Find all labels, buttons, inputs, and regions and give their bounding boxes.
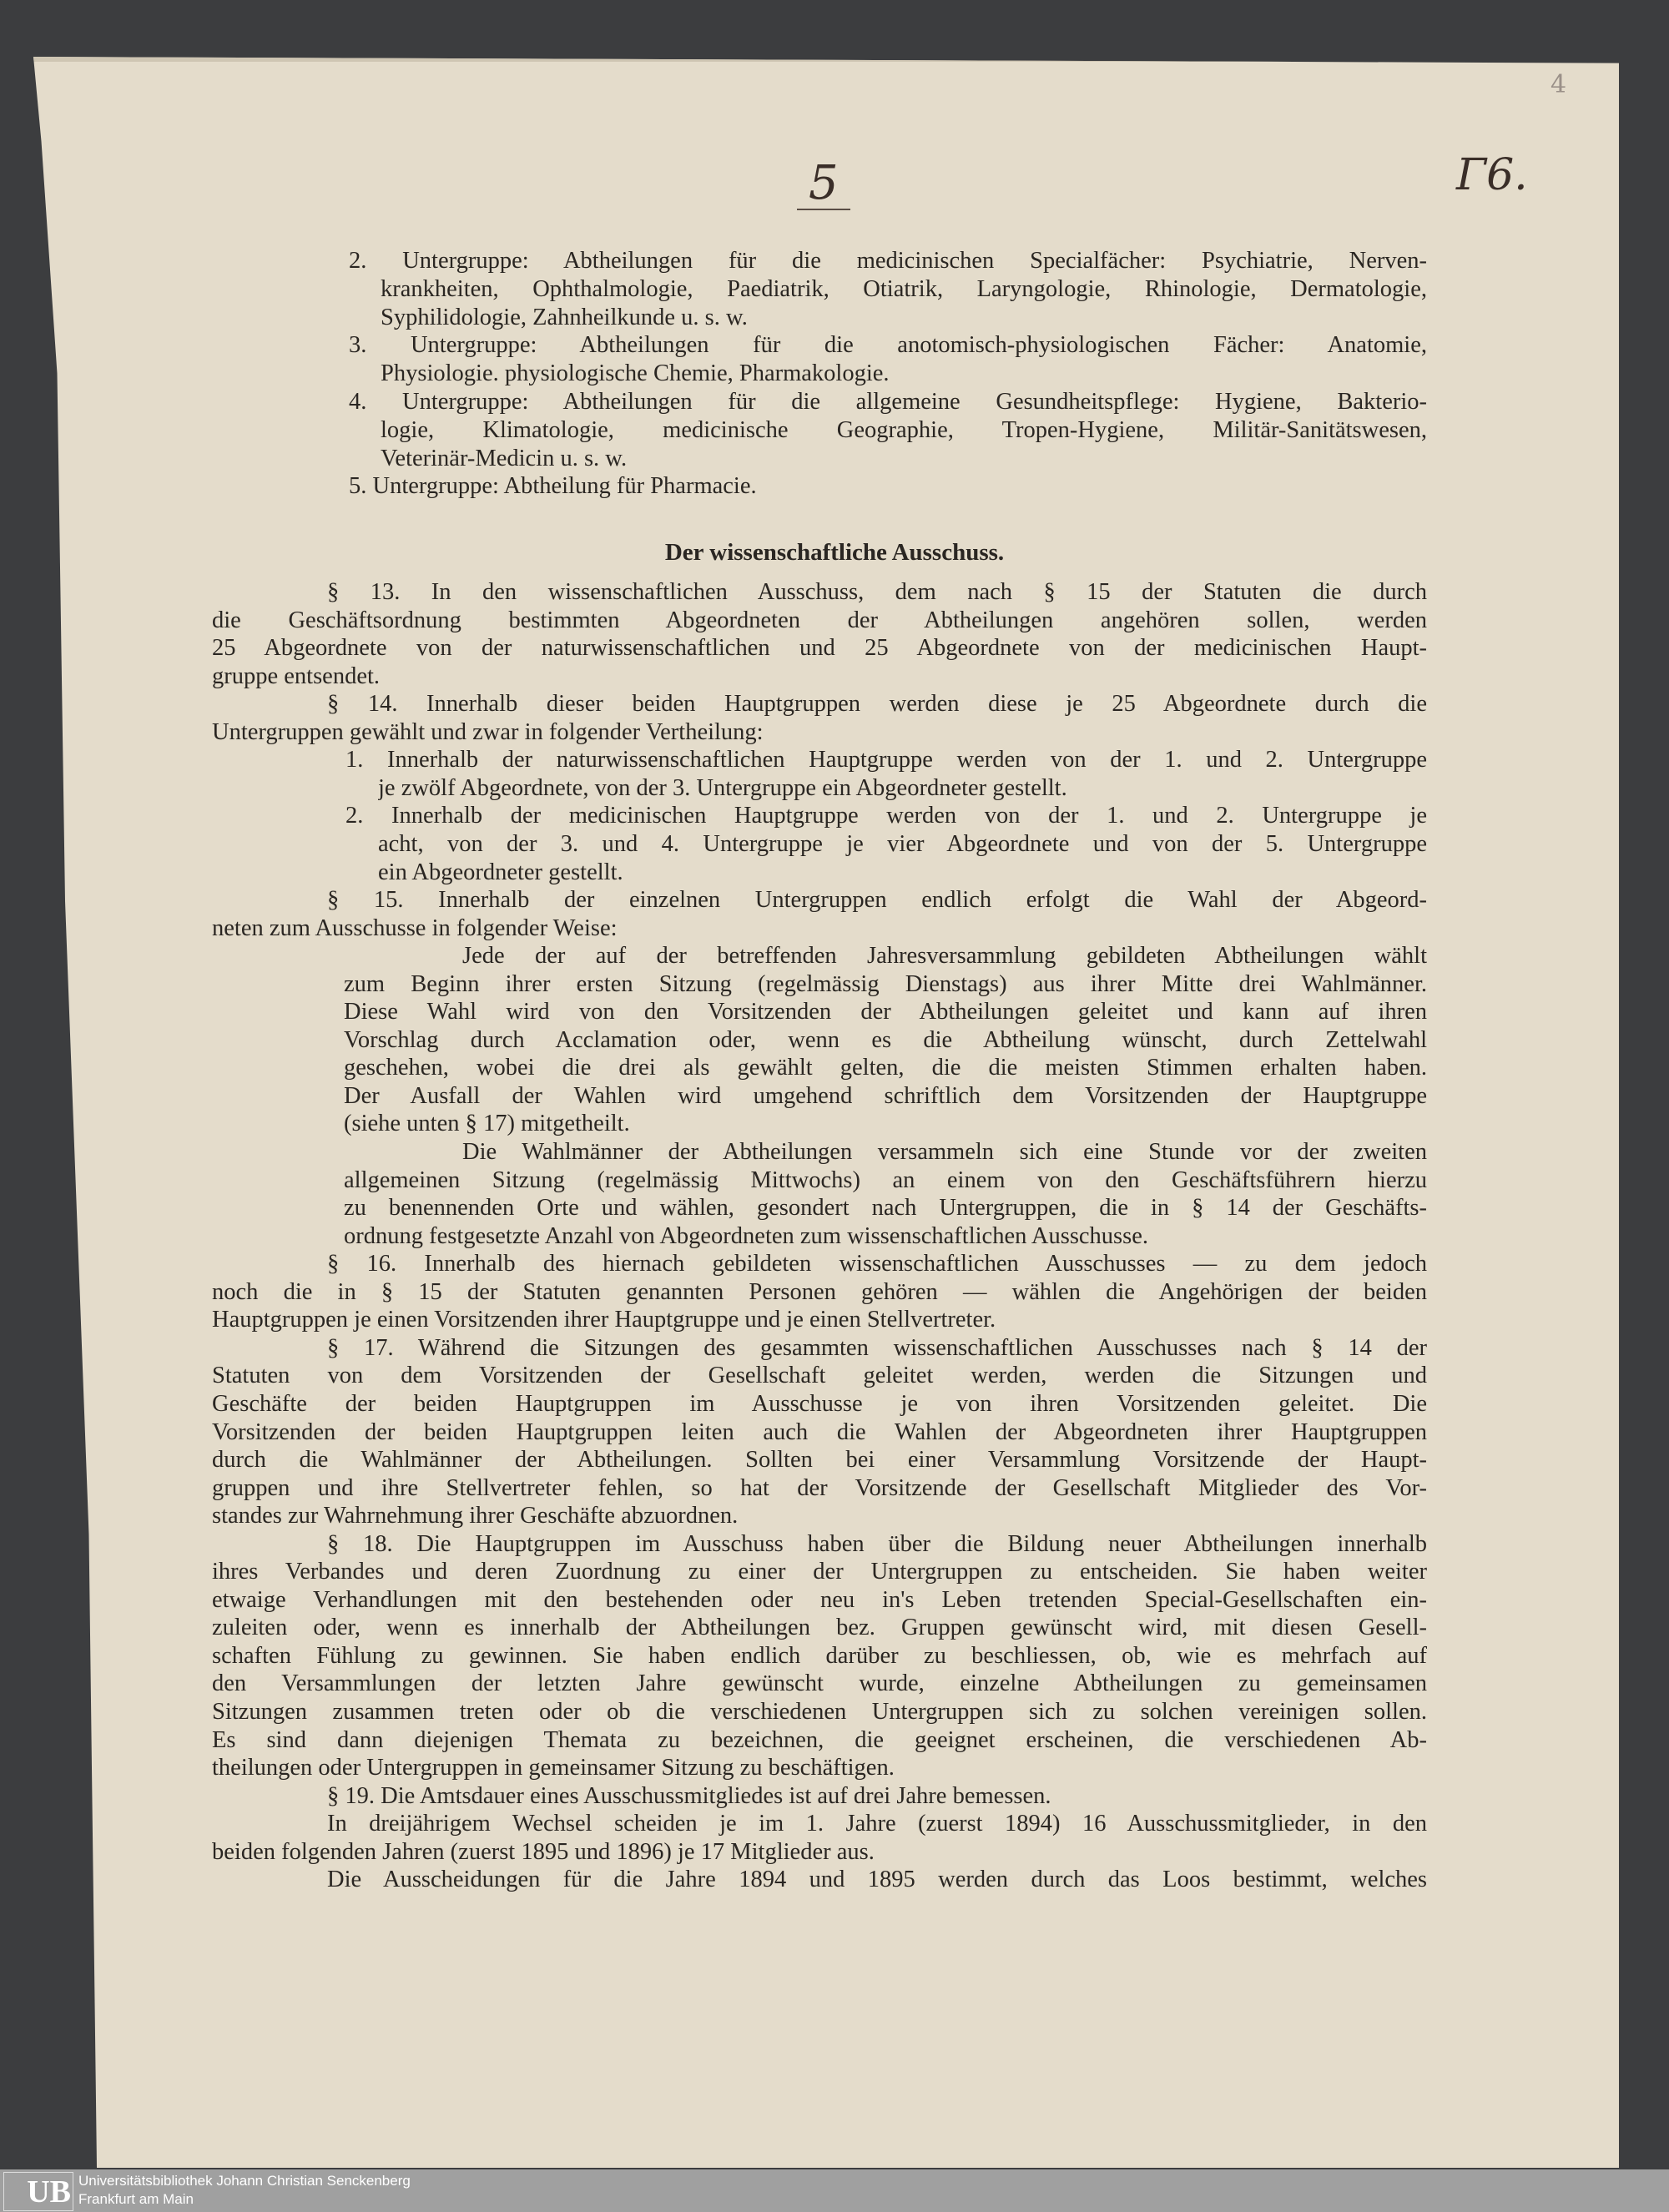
text-line: acht, von der 3. und 4. Untergruppe je vier Abgeordnete und von der 5. Untergruppe — [378, 830, 1427, 857]
text-line: Vorsitzenden der beiden Hauptgruppen leiten auch die Wahlen der Abgeordneten ihrer Hauptgruppen — [212, 1418, 1427, 1445]
text-line: § 13. In den wissenschaftlichen Ausschuss, dem nach § 15 der Statuten die durch — [327, 579, 1427, 605]
library-footer — [0, 2169, 1669, 2212]
handwritten-shelf-mark: Γ6. — [1456, 150, 1528, 200]
text-line: Es sind dann diejenigen Themata zu bezeichnen, die geeignet erscheinen, die verschiedenen Ab- — [212, 1726, 1427, 1753]
text-line: standes zur Wahrnehmung ihrer Geschäfte abzuordnen. — [212, 1503, 739, 1529]
text-line: § 18. Die Hauptgruppen im Ausschuss haben über die Bildung neuer Abtheilungen innerhalb — [327, 1530, 1427, 1557]
text-line: durch die Wahlmänner der Abtheilungen. Sollten bei einer Versammlung Vorsitzende der Haupt- — [212, 1447, 1427, 1474]
text-line: 3. Untergruppe: Abtheilungen für die anotomisch-physiologischen Fächer: Anatomie, — [349, 332, 1427, 359]
text-line: 1. Innerhalb der naturwissenschaftlichen Hauptgruppe werden von der 1. und 2. Untergruppe — [345, 747, 1427, 773]
text-line: zuleiten oder, wenn es innerhalb der Abtheilungen bez. Gruppen gewünscht wird, mit diesen Gesell- — [212, 1615, 1427, 1641]
text-line: Untergruppen gewählt und zwar in folgender Vertheilung: — [212, 718, 764, 745]
text-line: logie, Klimatologie, medicinische Geographie, Tropen-Hygiene, Militär-Sanitätswesen, — [381, 416, 1427, 443]
text-line: § 19. Die Amtsdauer eines Ausschussmitgliedes ist auf drei Jahre bemessen. — [327, 1782, 1051, 1809]
text-line: 4. Untergruppe: Abtheilungen für die allgemeine Gesundheitspflege: Hygiene, Bakterio- — [349, 389, 1427, 415]
library-city: Frankfurt am Main — [78, 2191, 194, 2207]
text-line: etwaige Verhandlungen mit den bestehenden oder neu in's Leben tretenden Special-Gesellschaften ein- — [212, 1586, 1427, 1613]
ub-logo — [3, 2172, 73, 2211]
text-line: ein Abgeordneter gestellt. — [378, 859, 623, 885]
text-line: 2. Untergruppe: Abtheilungen für die medicinischen Specialfächer: Psychiatrie, Nerven- — [349, 248, 1427, 274]
logo-text: UB — [27, 2174, 71, 2209]
text-line: Sitzungen zusammen treten oder ob die verschiedenen Untergruppen sich zu solchen vereinigen sollen. — [212, 1699, 1427, 1725]
handwritten-corner-mark: 4 — [1551, 70, 1567, 99]
section-heading: Der wissenschaftliche Ausschuss. — [664, 539, 1005, 566]
text-line: neten zum Ausschusse in folgender Weise: — [212, 915, 618, 941]
text-line: 5. Untergruppe: Abtheilung für Pharmacie. — [349, 473, 757, 500]
text-line: Statuten von dem Vorsitzenden der Gesellschaft geleitet werden, werden die Sitzungen und — [212, 1363, 1427, 1389]
text-line: § 17. Während die Sitzungen des gesammten wissenschaftlichen Ausschusses nach § 14 der — [327, 1334, 1427, 1361]
text-line: Vorschlag durch Acclamation oder, wenn es die Abtheilung wünscht, durch Zettelwahl — [344, 1026, 1427, 1053]
text-line: § 16. Innerhalb des hiernach gebildeten wissenschaftlichen Ausschusses — zu dem jedoch — [327, 1251, 1427, 1277]
text-line: zu benennenden Orte und wählen, gesondert nach Untergruppen, die in § 14 der Geschäfts- — [344, 1195, 1427, 1222]
text-line: schaften Fühlung zu gewinnen. Sie haben endlich darüber zu beschliessen, ob, wie es mehrfach auf — [212, 1642, 1427, 1669]
text-line: noch die in § 15 der Statuten genannten Personen gehören — wählen die Angehörigen der beiden — [212, 1278, 1427, 1305]
text-line: Der Ausfall der Wahlen wird umgehend schriftlich dem Vorsitzenden der Hauptgruppe — [344, 1082, 1427, 1109]
handwritten-page-mark: 5 — [797, 159, 850, 210]
text-line: ihres Verbandes und deren Zuordnung zu einer der Untergruppen zu entscheiden. Sie haben weiter — [212, 1559, 1427, 1585]
text-line: 25 Abgeordnete von der naturwissenschaftlichen und 25 Abgeordnete von der medicinischen Haupt- — [212, 635, 1427, 662]
text-line: allgemeinen Sitzung (regelmässig Mittwochs) an einem von den Geschäftsführern hierzu — [344, 1166, 1427, 1193]
text-line: die Geschäftsordnung bestimmten Abgeordneten der Abtheilungen angehören sollen, werden — [212, 607, 1427, 633]
text-line: gruppen und ihre Stellvertreter fehlen, so hat der Vorsitzende der Gesellschaft Mitglieder des Vor- — [212, 1474, 1427, 1501]
text-line: Diese Wahl wird von den Vorsitzenden der Abtheilungen geleitet und kann auf ihren — [344, 999, 1427, 1025]
text-line: Die Ausscheidungen für die Jahre 1894 und 1895 werden durch das Loos bestimmt, welches — [327, 1867, 1427, 1893]
text-line: theilungen oder Untergruppen in gemeinsamer Sitzung zu beschäftigen. — [212, 1755, 895, 1781]
text-line: Veterinär-Medicin u. s. w. — [381, 445, 628, 471]
text-line: § 15. Innerhalb der einzelnen Untergruppen endlich erfolgt die Wahl der Abgeord- — [327, 887, 1427, 914]
text-line: (siehe unten § 17) mitgetheilt. — [344, 1111, 630, 1137]
library-name: Universitätsbibliothek Johann Christian Senckenberg — [78, 2173, 411, 2189]
text-line: 2. Innerhalb der medicinischen Hauptgruppe werden von der 1. und 2. Untergruppe je — [345, 803, 1427, 829]
text-line: Geschäfte der beiden Hauptgruppen im Ausschusse je von ihren Vorsitzenden geleitet. Die — [212, 1390, 1427, 1417]
text-line: gruppe entsendet. — [212, 663, 381, 689]
text-line: Syphilidologie, Zahnheilkunde u. s. w. — [381, 304, 748, 330]
text-line: geschehen, wobei die drei als gewählt gelten, die die meisten Stimmen erhalten haben. — [344, 1055, 1427, 1081]
text-line: Physiologie. physiologische Chemie, Pharmakologie. — [381, 360, 890, 387]
text-line: Jede der auf der betreffenden Jahresversammlung gebildeten Abtheilungen wählt — [462, 943, 1427, 970]
text-line: Hauptgruppen je einen Vorsitzenden ihrer Hauptgruppe und je einen Stellvertreter. — [212, 1307, 996, 1333]
text-line: § 14. Innerhalb dieser beiden Hauptgruppen werden diese je 25 Abgeordnete durch die — [327, 691, 1427, 718]
text-line: beiden folgenden Jahren (zuerst 1895 und 1896) je 17 Mitglieder aus. — [212, 1838, 875, 1865]
text-line: ordnung festgesetzte Anzahl von Abgeordneten zum wissenschaftlichen Ausschusse. — [344, 1222, 1149, 1249]
text-line: Die Wahlmänner der Abtheilungen versammeln sich eine Stunde vor der zweiten — [462, 1139, 1427, 1165]
text-line: krankheiten, Ophthalmologie, Paediatrik, Otiatrik, Laryngologie, Rhinologie, Dermatologie, — [381, 275, 1427, 302]
text-line: den Versammlungen der letzten Jahre gewünscht wurde, einzelne Abtheilungen zu gemeinsamen — [212, 1670, 1427, 1697]
text-line: In dreijährigem Wechsel scheiden je im 1. Jahre (zuerst 1894) 16 Ausschussmitglieder, in den — [327, 1811, 1427, 1837]
text-line: zum Beginn ihrer ersten Sitzung (regelmässig Dienstags) aus ihrer Mitte drei Wahlmänner. — [344, 970, 1427, 997]
text-line: je zwölf Abgeordnete, von der 3. Untergruppe ein Abgeordneter gestellt. — [378, 774, 1067, 801]
